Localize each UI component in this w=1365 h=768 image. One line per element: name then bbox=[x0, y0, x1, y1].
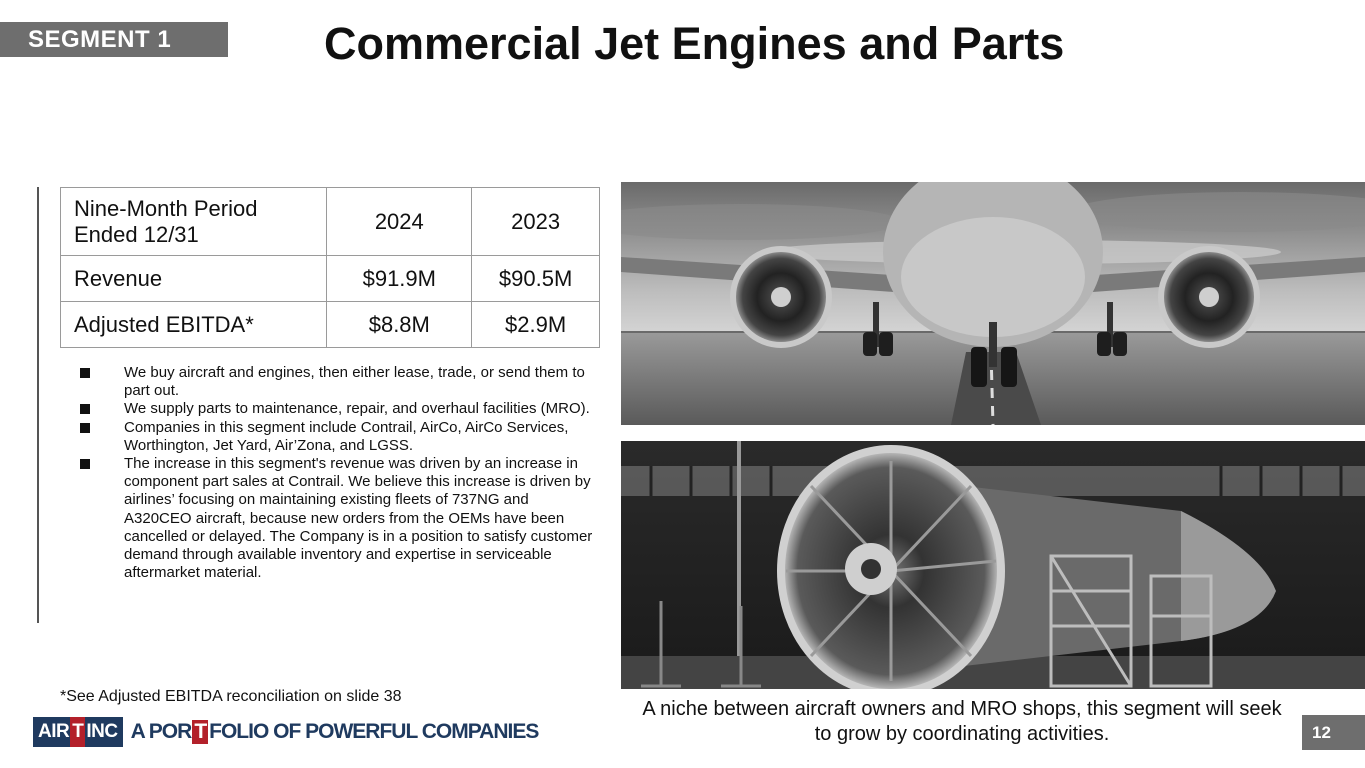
row-label-ebitda: Adjusted EBITDA* bbox=[61, 302, 327, 348]
bullet-text: Companies in this segment include Contrail, AirCo, AirCo Services, Worthington, Jet Yard, Air’Zona, and LGSS. bbox=[124, 418, 569, 454]
table-row bbox=[61, 256, 600, 302]
page-number: 12 bbox=[1302, 715, 1365, 750]
tagline-post: FOLIO OF POWERFUL COMPANIES bbox=[209, 720, 539, 743]
tagline bbox=[131, 717, 539, 747]
segment-tag: SEGMENT 1 bbox=[0, 22, 228, 57]
bullet-text: The increase in this segment's revenue was driven by an increase in component part sales at Contrail. We believe this increase is driven by airlines’ focusing on maintaining existing fleets of 737NG and A320CEO aircraft, because new orders from the OEMs have been cancelled or delayed. The Company is in a position to satisfy customer demand through available inventory and expertise in serviceable aftermarket material. bbox=[124, 455, 593, 582]
financials-table bbox=[60, 187, 600, 348]
row-label-revenue: Revenue bbox=[61, 256, 327, 302]
logo-text-t: T bbox=[70, 717, 85, 747]
company-logo bbox=[33, 717, 538, 747]
ebitda-2024: $8.8M bbox=[327, 302, 472, 348]
table-header-row bbox=[61, 188, 600, 256]
square-bullet-icon bbox=[80, 459, 90, 469]
square-bullet-icon bbox=[80, 423, 90, 433]
revenue-2023: $90.5M bbox=[472, 256, 600, 302]
airt-inc-logo bbox=[33, 717, 123, 747]
bullet-item bbox=[78, 400, 598, 418]
bullet-item bbox=[78, 364, 598, 400]
square-bullet-icon bbox=[80, 368, 90, 378]
logo-text-inc: INC bbox=[86, 721, 118, 742]
ebitda-2023: $2.9M bbox=[472, 302, 600, 348]
tagline-pre: A POR bbox=[130, 720, 192, 743]
revenue-2024: $91.9M bbox=[327, 256, 472, 302]
bullet-list bbox=[78, 364, 598, 582]
photo-caption: A niche between aircraft owners and MRO shops, this segment will seek to grow by coordinating activities. bbox=[642, 698, 1282, 745]
table-header-label: Nine-Month Period Ended 12/31 bbox=[61, 188, 327, 256]
bullet-item bbox=[78, 455, 598, 582]
bullet-text: We supply parts to maintenance, repair, and overhaul facilities (MRO). bbox=[124, 400, 590, 418]
page-title: Commercial Jet Engines and Parts bbox=[324, 18, 1065, 69]
aircraft-photo bbox=[621, 182, 1365, 425]
table-header-2023: 2023 bbox=[472, 188, 600, 256]
table-row bbox=[61, 302, 600, 348]
divider-line bbox=[37, 187, 39, 623]
bullet-text: We buy aircraft and engines, then either lease, trade, or send them to part out. bbox=[124, 364, 585, 400]
jet-engine-photo bbox=[621, 441, 1365, 689]
footnote: *See Adjusted EBITDA reconciliation on slide 38 bbox=[60, 688, 402, 705]
table-header-2024: 2024 bbox=[327, 188, 472, 256]
square-bullet-icon bbox=[80, 404, 90, 414]
bullet-item bbox=[78, 419, 598, 455]
logo-text-air: AIR bbox=[38, 721, 70, 742]
tagline-t: T bbox=[194, 720, 207, 743]
